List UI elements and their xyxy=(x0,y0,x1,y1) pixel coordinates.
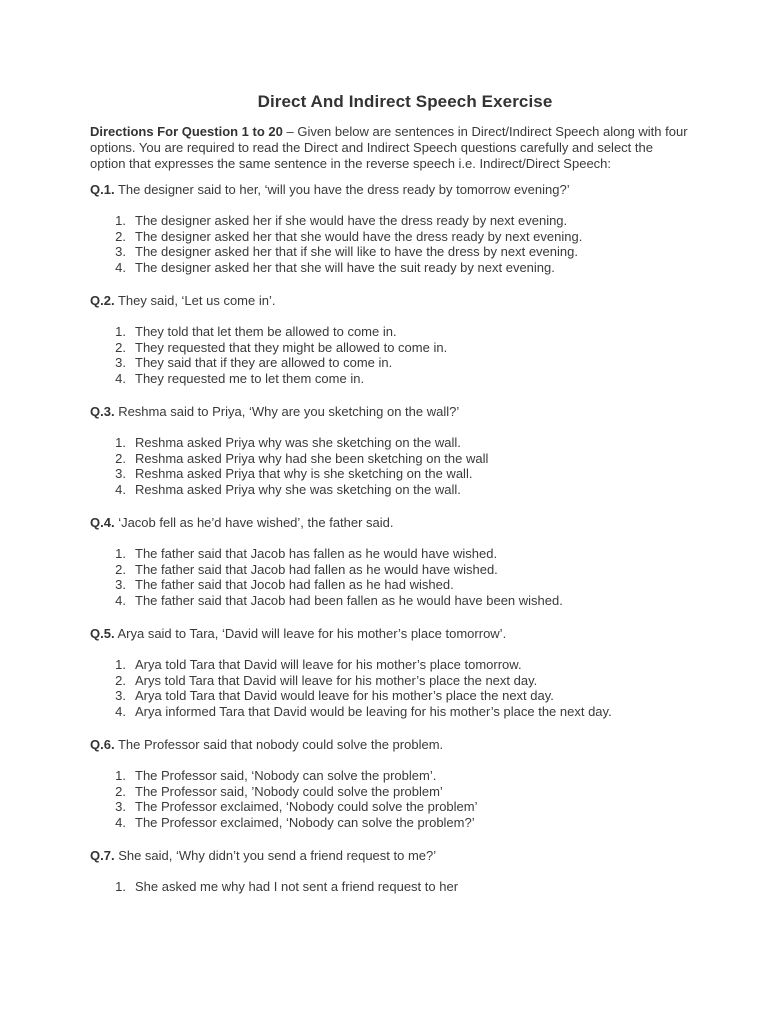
option-item xyxy=(90,355,690,371)
option-number: 3. xyxy=(115,577,126,592)
option-item xyxy=(90,815,690,831)
option-list xyxy=(90,324,690,386)
question-5 xyxy=(90,626,690,642)
question-text: Reshma said to Priya, ‘Why are you sketching on the wall?’ xyxy=(114,404,460,419)
question-text: ‘Jacob fell as he’d have wished’, the father said. xyxy=(114,515,394,530)
option-text: They told that let them be allowed to come in. xyxy=(135,324,397,339)
option-text: Reshma asked Priya why she was sketching on the wall. xyxy=(135,481,461,497)
option-number: 3. xyxy=(115,799,126,814)
question-2 xyxy=(90,293,690,309)
question-number: Q.7. xyxy=(90,848,115,863)
option-text: The designer asked her that if she will like to have the dress by next evening. xyxy=(135,244,578,259)
option-number: 3. xyxy=(115,688,126,703)
option-item xyxy=(90,784,690,800)
option-number: 2. xyxy=(115,450,126,466)
option-text: Arya told Tara that David would leave for his mother’s place the next day. xyxy=(135,688,554,703)
option-item xyxy=(90,673,690,689)
option-text: The Professor exclaimed, ‘Nobody can solve the problem?’ xyxy=(135,814,475,830)
question-text: She said, ‘Why didn’t you send a friend request to me?’ xyxy=(114,848,437,863)
option-text: The designer asked her that she would have the dress ready by next evening. xyxy=(135,228,583,244)
option-number: 1. xyxy=(115,546,126,561)
option-item xyxy=(90,768,690,784)
option-item xyxy=(90,879,690,895)
question-text: Arya said to Tara, ‘David will leave for his mother’s place tomorrow’. xyxy=(114,626,507,641)
option-item xyxy=(90,466,690,482)
option-item xyxy=(90,244,690,260)
option-list xyxy=(90,879,690,895)
option-item xyxy=(90,324,690,340)
option-number: 2. xyxy=(115,339,126,355)
option-list xyxy=(90,435,690,497)
option-item xyxy=(90,704,690,720)
question-7 xyxy=(90,848,690,864)
option-text: They requested that they might be allowed to come in. xyxy=(135,339,448,355)
option-list xyxy=(90,657,690,719)
option-item xyxy=(90,451,690,467)
option-text: The father said that Jacob has fallen as he would have wished. xyxy=(135,546,498,561)
option-number: 2. xyxy=(115,228,126,244)
option-number: 4. xyxy=(115,814,126,830)
question-4 xyxy=(90,515,690,531)
option-number: 2. xyxy=(115,672,126,688)
option-list xyxy=(90,546,690,608)
option-number: 2. xyxy=(115,783,126,799)
question-3 xyxy=(90,404,690,420)
option-item xyxy=(90,213,690,229)
option-text: They requested me to let them come in. xyxy=(135,370,365,386)
question-number: Q.6. xyxy=(90,737,115,752)
option-text: The Professor exclaimed, ‘Nobody could solve the problem’ xyxy=(135,799,478,814)
option-text: Arya informed Tara that David would be leaving for his mother’s place the next day. xyxy=(135,703,612,719)
option-item xyxy=(90,371,690,387)
option-number: 2. xyxy=(115,561,126,577)
option-text: The father said that Jacob had been fallen as he would have been wished. xyxy=(135,592,563,608)
option-number: 4. xyxy=(115,370,126,386)
question-list xyxy=(90,182,690,895)
option-text: Arys told Tara that David will leave for his mother’s place the next day. xyxy=(135,672,538,688)
option-text: The designer asked her if she would have the dress ready by next evening. xyxy=(135,213,568,228)
question-number: Q.4. xyxy=(90,515,115,530)
option-item xyxy=(90,562,690,578)
question-text: The Professor said that nobody could solve the problem. xyxy=(114,737,444,752)
document-page xyxy=(90,92,690,913)
option-text: The designer asked her that she will have the suit ready by next evening. xyxy=(135,259,555,275)
option-number: 3. xyxy=(115,355,126,370)
page-title: Direct And Indirect Speech Exercise xyxy=(257,92,553,111)
option-item xyxy=(90,593,690,609)
directions-label: Directions For Question 1 to 20 xyxy=(90,124,283,139)
question-number: Q.5. xyxy=(90,626,115,641)
option-number: 4. xyxy=(115,703,126,719)
option-item xyxy=(90,482,690,498)
option-item xyxy=(90,546,690,562)
directions-paragraph xyxy=(90,124,690,172)
option-text: The Professor said, ‘Nobody can solve the problem’. xyxy=(135,768,437,783)
option-number: 4. xyxy=(115,592,126,608)
option-number: 3. xyxy=(115,244,126,259)
option-text: The father said that Jacob had fallen as he would have wished. xyxy=(135,561,498,577)
question-number: Q.1. xyxy=(90,182,115,197)
option-list xyxy=(90,768,690,830)
option-number: 1. xyxy=(115,435,126,450)
option-item xyxy=(90,577,690,593)
option-text: Reshma asked Priya why had she been sketching on the wall xyxy=(135,450,489,466)
option-item xyxy=(90,340,690,356)
option-text: Arya told Tara that David will leave for his mother’s place tomorrow. xyxy=(135,657,522,672)
question-6 xyxy=(90,737,690,753)
option-list xyxy=(90,213,690,275)
option-number: 4. xyxy=(115,259,126,275)
question-text: They said, ‘Let us come in’. xyxy=(114,293,276,308)
option-item xyxy=(90,657,690,673)
option-item xyxy=(90,688,690,704)
option-number: 1. xyxy=(115,213,126,228)
option-item xyxy=(90,799,690,815)
option-text: She asked me why had I not sent a friend request to her xyxy=(135,879,459,894)
option-number: 4. xyxy=(115,481,126,497)
option-number: 1. xyxy=(115,657,126,672)
option-number: 1. xyxy=(115,879,126,894)
option-text: Reshma asked Priya that why is she sketching on the wall. xyxy=(135,466,473,481)
directions-text: – Given below are sentences in Direct/Indirect Speech along with four options. You are required to read the Direct and Indirect Speech questions carefully and select the option that expresses the same sentence in the reverse speech i.e. Indirect/Direct Speech: xyxy=(90,124,688,171)
option-text: The Professor said, ’Nobody could solve the problem’ xyxy=(135,783,443,799)
option-number: 3. xyxy=(115,466,126,481)
option-text: The father said that Jocob had fallen as he had wished. xyxy=(135,577,454,592)
question-number: Q.2. xyxy=(90,293,115,308)
option-number: 1. xyxy=(115,768,126,783)
question-1 xyxy=(90,182,690,198)
question-text: The designer said to her, ‘will you have the dress ready by tomorrow evening?’ xyxy=(114,182,570,197)
option-item xyxy=(90,229,690,245)
option-item xyxy=(90,260,690,276)
option-text: Reshma asked Priya why was she sketching on the wall. xyxy=(135,435,461,450)
option-text: They said that if they are allowed to come in. xyxy=(135,355,393,370)
question-number: Q.3. xyxy=(90,404,115,419)
option-number: 1. xyxy=(115,324,126,339)
option-item xyxy=(90,435,690,451)
